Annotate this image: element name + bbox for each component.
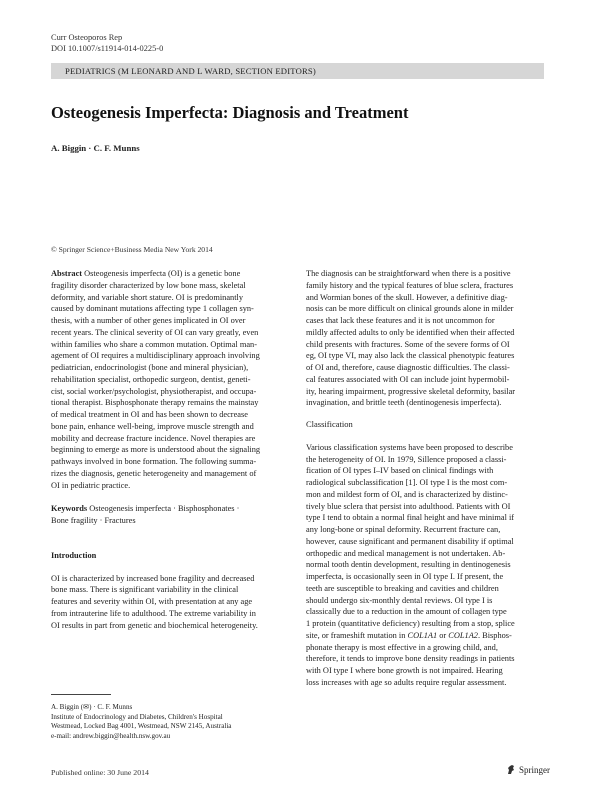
intro-line: from intrauterine life to adulthood. The extreme variability in xyxy=(51,608,256,618)
authors: A. Biggin · C. F. Munns xyxy=(51,143,140,153)
body-line: mon and mildest form of OI, and is characterized by distinc- xyxy=(306,489,508,499)
abstract-line: pediatrician, endocrinologist (bone and mineral physician), xyxy=(51,363,249,372)
affiliation-line: Westmead, Locked Bag 4001, Westmead, NSW 2145, Australia xyxy=(51,722,232,730)
abstract-line: deformity, and variable short stature. OI is predominantly xyxy=(51,292,244,302)
body-line: tively blue sclera that persist into adulthood. Patients with OI xyxy=(306,501,511,511)
abstract-line: bone pain, enhance well-being, improve muscle strength and xyxy=(51,421,254,431)
introduction-paragraph xyxy=(51,573,298,632)
body-line: type I tend to obtain a normal final height and have minimal if xyxy=(306,513,515,523)
body-line: loss increases with age so adults require regular assessment. xyxy=(306,677,507,687)
section-bar xyxy=(51,63,544,79)
gene-name: COL1A1 xyxy=(407,630,438,640)
body-line: classically due to a reduction in the amount of collagen type xyxy=(306,607,507,617)
abstract-line: rehabilitation specialist, orthopedic surgeon, dentist, geneti- xyxy=(51,374,251,384)
body-text: or xyxy=(437,630,449,640)
body-line: normal tooth dentin development, resulting in dentinogenesis xyxy=(306,560,511,570)
body-line: the heterogeneity of OI. In 1979, Sillence proposed a classi- xyxy=(306,454,507,464)
footnote-divider xyxy=(51,694,111,695)
abstract-line: fragility disorder characterized by low bone mass, skeletal xyxy=(51,280,246,290)
springer-horse-icon xyxy=(506,764,516,775)
abstract-line: tional therapist. Bisphosphonate therapy remains the mainstay xyxy=(51,398,259,408)
section-label: PEDIATRICS (M LEONARD AND L WARD, SECTION EDITORS) xyxy=(65,66,316,76)
body-line: and Wormian bones of the skull. However, a definitive diag- xyxy=(306,292,508,302)
abstract-line: caused by dominant mutations affecting type 1 collagen syn- xyxy=(51,304,254,314)
journal-name: Curr Osteoporos Rep xyxy=(51,33,123,42)
abstract-line: cist, social worker/psychologist, physiotherapist, and occupa- xyxy=(51,386,257,396)
body-line: mildly affected adults to only be identified when their affected xyxy=(306,327,515,337)
abstract-line: recent years. The clinical severity of OI can vary greatly, even xyxy=(51,327,259,337)
email-link[interactable]: e-mail: andrew.biggin@health.nsw.gov.au xyxy=(51,731,171,740)
body-line: with OI type I where bone growth is not impaired. Hearing xyxy=(306,666,503,675)
abstract-line: beginning to emerge as more is understood about the signaling xyxy=(51,445,261,455)
article-title: Osteogenesis Imperfecta: Diagnosis and Treatment xyxy=(51,103,409,122)
body-line: 1 protein (quantitative deficiency) resulting from a stop, splice xyxy=(306,619,515,628)
author-affiliation xyxy=(51,703,231,741)
body-text: site, or frameshift mutation in xyxy=(306,630,408,640)
keywords xyxy=(51,503,298,527)
abstract-line: agement of OI requires a multidisciplinary approach involving xyxy=(51,351,260,361)
abstract-line: within families who share a common mutation. Optimal man- xyxy=(51,339,258,349)
keywords-label: Keywords xyxy=(51,504,88,514)
diagnosis-paragraph xyxy=(306,268,553,409)
body-line: imperfecta, is occasionally seen in OI type I. If present, the xyxy=(306,572,504,581)
body-text: . Bisphos- xyxy=(477,630,512,640)
abstract-line: OI in pediatric practice. xyxy=(51,480,131,490)
abstract xyxy=(51,268,298,491)
body-line: any long-bone or spinal deformity. Recurrent fracture can, xyxy=(306,525,501,534)
publisher-name: Springer xyxy=(519,765,550,775)
gene-name: COL1A2 xyxy=(448,630,478,640)
body-line: orthopedic and medical management is not undertaken. Ab- xyxy=(306,548,506,558)
body-line: cases that lack these features and it is not uncommon for xyxy=(306,316,495,325)
body-line: invagination, and brittle teeth (dentinogenesis imperfecta). xyxy=(306,398,502,408)
publisher-mark xyxy=(506,764,550,775)
abstract-line: rizes the diagnosis, genetic heterogeneity and management of xyxy=(51,468,257,478)
body-line: therefore, it tends to improve bone density readings in patients xyxy=(306,654,515,664)
body-line: however, cause significant and permanent disability if optimal xyxy=(306,536,514,546)
body-line: nosis can be more difficult on clinical grounds alone in milder xyxy=(306,304,514,314)
keywords-line: Osteogenesis imperfecta · Bisphosphonates · xyxy=(89,504,240,514)
left-column xyxy=(51,268,298,631)
body-line: eg, OI type VI, may also lack the classical phenotypic features xyxy=(306,351,515,361)
intro-line: features and severity within OI, with presentation at any age xyxy=(51,597,253,606)
body-line xyxy=(306,630,553,642)
published-date: Published online: 30 June 2014 xyxy=(51,768,149,777)
affiliation-line: Institute of Endocrinology and Diabetes, Children's Hospital xyxy=(51,712,223,721)
abstract-label: Abstract xyxy=(51,269,83,278)
body-line: family history and the typical features of blue sclera, fractures xyxy=(306,280,514,290)
body-line: phonate therapy is most effective in a growing child, and, xyxy=(306,642,498,652)
body-line: fication of OI types I–IV based on clinical findings with xyxy=(306,466,494,476)
body-line: cal features associated with OI can include joint hypermobil- xyxy=(306,374,510,384)
intro-line: OI is characterized by increased bone fragility and decreased xyxy=(51,573,255,583)
doi: DOI 10.1007/s11914-014-0225-0 xyxy=(51,43,164,53)
intro-line: bone mass. There is significant variability in the clinical xyxy=(51,585,239,595)
copyright-notice: © Springer Science+Business Media New York 2014 xyxy=(51,245,213,254)
introduction-heading: Introduction xyxy=(51,550,97,560)
body-line: of OI and, therefore, cause diagnostic difficulties. The classi- xyxy=(306,363,510,372)
abstract-line: Osteogenesis imperfecta (OI) is a genetic bone xyxy=(84,269,241,278)
right-column xyxy=(306,268,553,689)
body-line: The diagnosis can be straightforward when there is a positive xyxy=(306,269,511,278)
classification-heading: Classification xyxy=(306,419,353,429)
body-line: child presents with fractures. Some of the severe forms of OI xyxy=(306,339,510,349)
affiliation-line: A. Biggin (✉) · C. F. Munns xyxy=(51,703,133,711)
abstract-line: of medical treatment in OI and has been shown to decrease xyxy=(51,410,248,419)
intro-line: OI results in part from genetic and biochemical heterogeneity. xyxy=(51,620,258,630)
body-line: Various classification systems have been proposed to describe xyxy=(306,442,513,452)
abstract-line: mobility and decrease fracture incidence. Novel therapies are xyxy=(51,433,256,443)
abstract-line: thesis, with a number of other genes implicated in OI over xyxy=(51,316,246,325)
journal-header xyxy=(51,33,163,54)
body-line: radiological subclassification [1]. OI type I is the most com- xyxy=(306,478,508,487)
abstract-line: pathways involved in bone formation. The following summa- xyxy=(51,457,257,466)
body-line: should undergo six-monthly dental reviews. OI type I is xyxy=(306,595,493,605)
classification-paragraph xyxy=(306,442,553,689)
body-line: ity, hearing impairment, progressive skeletal deformity, basilar xyxy=(306,386,516,396)
body-line: teeth are susceptible to breaking and cavities and children xyxy=(306,583,499,593)
keywords-line: Bone fragility · Fractures xyxy=(51,516,136,525)
